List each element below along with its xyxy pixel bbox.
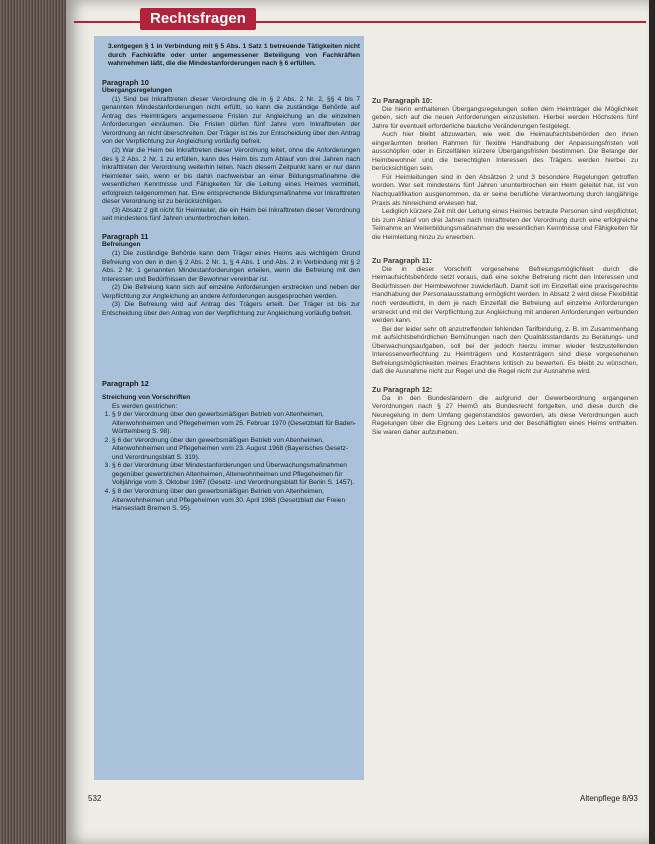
law-text-column: [102, 43, 360, 514]
journal-footer: Altenpflege 8/93: [580, 794, 638, 803]
list-item: 2. § 6 der Verordnung über den gewerbsmäßigen Betrieb von Altenheimen, Altenwohnheimen und Pflegeheimen vom 23. August 1968 (Bayerisches Gesetz- und Verordnungsblatt S. 319).: [112, 437, 360, 463]
zu11-para-1: Die in dieser Vorschrift vorgesehene Befreiungsmöglichkeit durch die Heimaufsichtsbehörde setzt voraus, daß eine solche Befreiung nicht den Interessen und Bedürfnissen der Heimbewohner zuwiderläuft. Damit soll im Einzelfall eine praxisgerechte Handhabung der Personalausstattung ermöglicht werden. In Absatz 2 wird diese Flexibilität noch verdeutlicht, in dem je nach Einzelfall die Befreiung auf einzelne Anforderungen erstreckt und mit der Verpflichtung zur Angleichung mit anderen Anforderungen verbunden werden kann.: [372, 265, 638, 325]
zu10-para-4: Lediglich kürzere Zeit mit der Leitung eines Heimes betraute Personen sind verpflichtet, bis zum Ablauf von drei Jahren nach Inkrafttreten der Verordnung durch eine erfolgreiche Teilnahme an Weiterbildungsmaßnahmen die wesentlichen Kenntnisse und Fähigkeiten für die Heimleitung hinzu zu erwerben.: [372, 208, 638, 241]
zu12-para-1: Da in den Bundesländern die aufgrund der Gewerbeordnung ergangenen Verordnungen nach § 27 HeimG als Bundesrecht fortgelten, und diese durch die Neuregelung in dem Umfang gegenstandslos geworden, als diese Verordnungen auch Regelungen über die Eignung des Leiters und der Beschäftigten eines Heims enthalten. Sie waren daher aufzuheben.: [372, 394, 638, 436]
p10-subtitle: Übergangsregelungen: [102, 87, 172, 95]
zu10-para-2: Auch hier bleibt abzuwarten, wie weit die Heimaufsichtsbehörden den ihnen eingeräumten breiten Rahmen für flexible Handhabung der Anpassungsfristen voll ausschöpfen oder in Einzelfällen kürzere Übergangsfristen bestimmen. Die Belange der Heimbewohner und die berechtigten Interessen des Trägers werden hierbei zu berücksichtigen sein.: [372, 131, 638, 173]
book-page-edges: [0, 0, 70, 844]
page-number: 532: [88, 794, 102, 803]
section-header: [74, 10, 646, 27]
p12-subtitle: Streichung von Vorschriften: [102, 393, 191, 401]
p11-para-2: (2) Die Befreiung kann sich auf einzelne Anforderungen erstrecken und neben der Verpflichtung zur Angleichung an andere Anforderungen ausgesprochen werden.: [102, 284, 360, 300]
zu11-title: Zu Paragraph 11:: [372, 256, 432, 266]
p11-para-1: (1) Die zuständige Behörde kann dem Träger eines Heims aus wichtigem Grund Befreiung von den in den § 2 Abs. 2 Nr. 1, § 4 Abs. 1 und Abs. 2 in Verbindung mit § 2 Abs. 2 Nr. 1 genannten Mindestanforderungen erteilen, wenn die Befreiung mit den Interessen und Bedürfnissen der Bewohner vereinbar ist.: [102, 250, 360, 283]
list-item: 4. § 8 der Verordnung über den gewerbsmäßigen Betrieb von Altenheimen, Altenwohnheimen und Pflegeheimen vom 30. April 1968 (Gesetzblatt der Freien Hansestadt Bremen S. 95).: [112, 488, 360, 514]
p10-para-2: (2) War die Heim bei Inkrafttreten dieser Verordnung leitet, ohne die Anforderungen des § 2 Abs. 2 Nr. 1 zu erfüllen, kann des Heim bis zum Ablauf von drei Jahren nach Inkrafttreten der Verordnung weiterhin leiten. Nach diesem Zeitpunkt kann er nur dann Heimleiter sein, wenn er bis dahin nachweisbar an einer Bildungsmaßnahme die wesentlichen Kenntnisse und Fähigkeiten für die Leitung eines Heimes vermittelt, erfolgreich teilgenommen hat. Eine entsprechende Bildungsmaßnahme vor Inkrafttreten dieser Verordnung ist zu berücksichtigen.: [102, 147, 360, 206]
p12-list: [102, 411, 360, 514]
commentary-column: [372, 97, 638, 437]
zu10-para-3: Für Heimleitungen sind in den Absätzen 2 und 3 besondere Regelungen getroffen worden. Wer seit mindestens fünf Jahren ununterbrochen ein Heim geleitet hat, ist von Nachqualifikation ausgenommen, da er seine berufliche Verantwortung durch langjährige Praxis als hinreichend erwiesen hat.: [372, 173, 638, 207]
zu10-para-1: Die hierin enthaltenen Übergangsregelungen sollen dem Heimträger die Möglichkeit geben, sich auf die neuen Anforderungen einzustellen. Hierbei werden Höchstens fünf Jahre für eventuell erforderliche bauliche Veränderungen festgelegt.: [372, 105, 638, 130]
list-item: 1. § 9 der Verordnung über den gewerbsmäßigen Betrieb von Altenheimen, Altenwohnheimen und Pflegeheimen vom 25. Februar 1970 (Gesetzblatt für Baden-Württemberg S. 98).: [112, 411, 360, 437]
p12-title: Paragraph 12: [102, 379, 149, 389]
p11-title: Paragraph 11: [102, 231, 149, 241]
p10-para-1: (1) Sind bei Inkrafttreten dieser Verordnung die in § 2 Abs. 2 Nr. 2, §§ 4 bis 7 genannten Mindestanforderungen nicht erfüllt, so kann die zuständige Behörde auf Antrag des Heimträgers angemessene Fristen zur Angleichung an die einzelnen Anforderungen einräumen. Die Fristen dürfen fünf Jahre vom Inkrafttreten der Verordnung an nicht überschreiten. Der Träger ist bis zur Entscheidung über den Antrag von der Verpflichtung zur Angleichung vorläufig befreit.: [102, 95, 360, 146]
p11-subtitle: Befreiungen: [102, 241, 141, 249]
p10-para-3: (3) Absatz 2 gilt nicht für Heimleiter, die ein Heim bei Inkrafttreten dieser Verordnung seit mindestens fünf Jahren ununterbrochen leiten.: [102, 206, 360, 223]
list-item: 3. § 6 der Verordnung über Mindestanforderungen und Überwachungsmaßnahmen gegenüber gewerblichen Altenheimen, Altenwohnheimen und Pflegeheimen für Volljährige vom 3. Oktober 1967 (Gesetz- und Verordnungsblatt für Berlin S. 1457).: [112, 462, 360, 488]
page-gutter-shadow: [649, 0, 655, 844]
zu12-title: Zu Paragraph 12:: [372, 384, 433, 394]
zu11-para-2: Bei der leider sehr oft anzutreffenden fehlenden Tarifbindung, z. B. im Zusammenhang mit aufsichtsbehördlichen Bemühungen nach den Qualitätsstandards zu Beratungs- und Überwachungsaufgaben, soll bei der jedoch hierzu immer wieder festzustellenden Interessenverflechtung zu Heimträgern und Kostenträgern sind diese vorgesehenen Befreiungsmöglichkeiten meines Erachtens kritisch zu bewerten. Es bleibt zu wünschen, daß die Ausnahme nicht zur Regel und die Regel nicht zur Ausnahme wird.: [372, 325, 638, 376]
zu10-title: Zu Paragraph 10:: [372, 96, 433, 105]
p11-para-3: (3) Die Befreiung wird auf Antrag des Trägers erteilt. Der Träger ist bis zur Entscheidung über den Antrag von der Verpflichtung zur Angleichung vorläufig befreit.: [102, 301, 360, 317]
intro-item: 3.entgegen § 1 in Verbindung mit § 5 Abs. 1 Satz 1 betreuende Tätigkeiten nicht durch Fachkräfte oder unter angemessener Beteiligung von Fachkräften wahrnehmen läßt, die die Mindestanforderungen nach § 6 erfüllen.: [108, 43, 360, 68]
p12-lead: Es werden gestrichen:: [112, 402, 178, 410]
p10-title: Paragraph 10: [102, 77, 149, 87]
section-tab: Rechtsfragen: [140, 8, 256, 30]
